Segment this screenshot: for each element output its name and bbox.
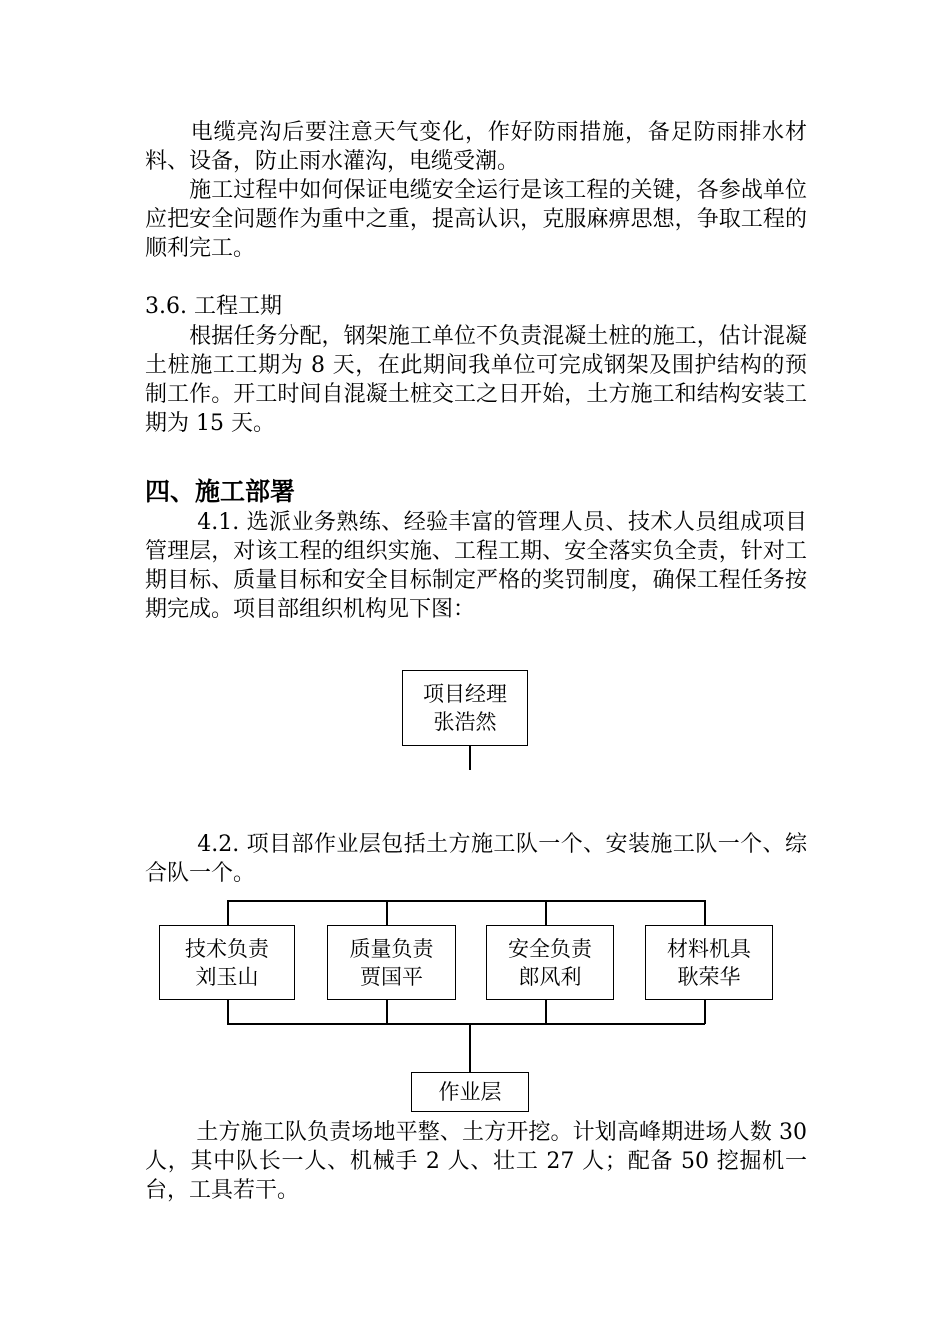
- connector-bottom-dept-4: [704, 1000, 706, 1024]
- top-horizontal-connector: [227, 900, 705, 902]
- dept-name: 郎风利: [518, 964, 582, 989]
- dept-role: 质量负责: [349, 936, 434, 961]
- paragraph-4-2: 4.2. 项目部作业层包括土方施工队一个、安装施工队一个、综合队一个。: [145, 832, 807, 886]
- paragraph-rain-precautions: 电缆亮沟后要注意天气变化，作好防雨措施，备足防雨排水材料、设备，防止雨水灌沟，电缆受潮。: [145, 120, 807, 174]
- dept-role: 技术负责: [185, 936, 269, 961]
- section-3-6-title: 3.6. 工程工期: [145, 294, 282, 319]
- connector-dept-4: [704, 900, 706, 926]
- bottom-horizontal-connector: [227, 1023, 705, 1025]
- connector-dept-2: [386, 900, 388, 926]
- dept-name: 耿荣华: [677, 964, 741, 989]
- paragraph-cable-safety: 施工过程中如何保证电缆安全运行是该工程的关键，各参战单位应把安全问题作为重中之重，提高认识，克服麻痹思想，争取工程的顺利完工。: [145, 178, 807, 261]
- dept-role: 安全负责: [508, 936, 592, 961]
- connector-bottom-dept-2: [386, 1000, 388, 1024]
- connector-bottom-dept-1: [227, 1000, 229, 1024]
- manager-connector: [469, 746, 471, 770]
- section-4-heading: 四、施工部署: [145, 477, 296, 506]
- paragraph-schedule: 根据任务分配，钢架施工单位不负责混凝土桩的施工，估计混凝土桩施工工期为 8 天，在此期间我单位可完成钢架及围护结构的预制工作。开工时间自混凝土桩交工之日开始，土方施工和结构安装工期为 15 天。: [145, 324, 807, 436]
- dept-box-technical: [159, 925, 295, 1000]
- manager-role: 项目经理: [423, 682, 507, 706]
- work-layer-label: 作业层: [438, 1080, 502, 1104]
- paragraph-earthwork-team: 土方施工队负责场地平整、土方开挖。计划高峰期进场人数 30 人，其中队长一人、机械手 2 人、壮工 27 人；配备 50 挖掘机一台，工具若干。: [145, 1120, 807, 1203]
- dept-name: 贾国平: [360, 964, 423, 989]
- work-layer-box: [411, 1072, 529, 1112]
- connector-dept-1: [227, 900, 229, 926]
- dept-role: 材料机具: [667, 936, 751, 961]
- dept-box-safety: [486, 925, 614, 1000]
- manager-box: [402, 670, 528, 746]
- dept-box-materials: [645, 925, 773, 1000]
- dept-box-quality: [327, 925, 456, 1000]
- paragraph-4-1: 4.1. 选派业务熟练、经验丰富的管理人员、技术人员组成项目管理层，对该工程的组织实施、工程工期、安全落实负全责，针对工期目标、质量目标和安全目标制定严格的奖罚制度，确保工程任务按期完成。项目部组织机构见下图：: [145, 510, 807, 622]
- manager-name: 张浩然: [433, 710, 497, 734]
- work-layer-connector: [469, 1023, 471, 1073]
- dept-name: 刘玉山: [195, 964, 259, 989]
- connector-bottom-dept-3: [545, 1000, 547, 1024]
- connector-dept-3: [545, 900, 547, 926]
